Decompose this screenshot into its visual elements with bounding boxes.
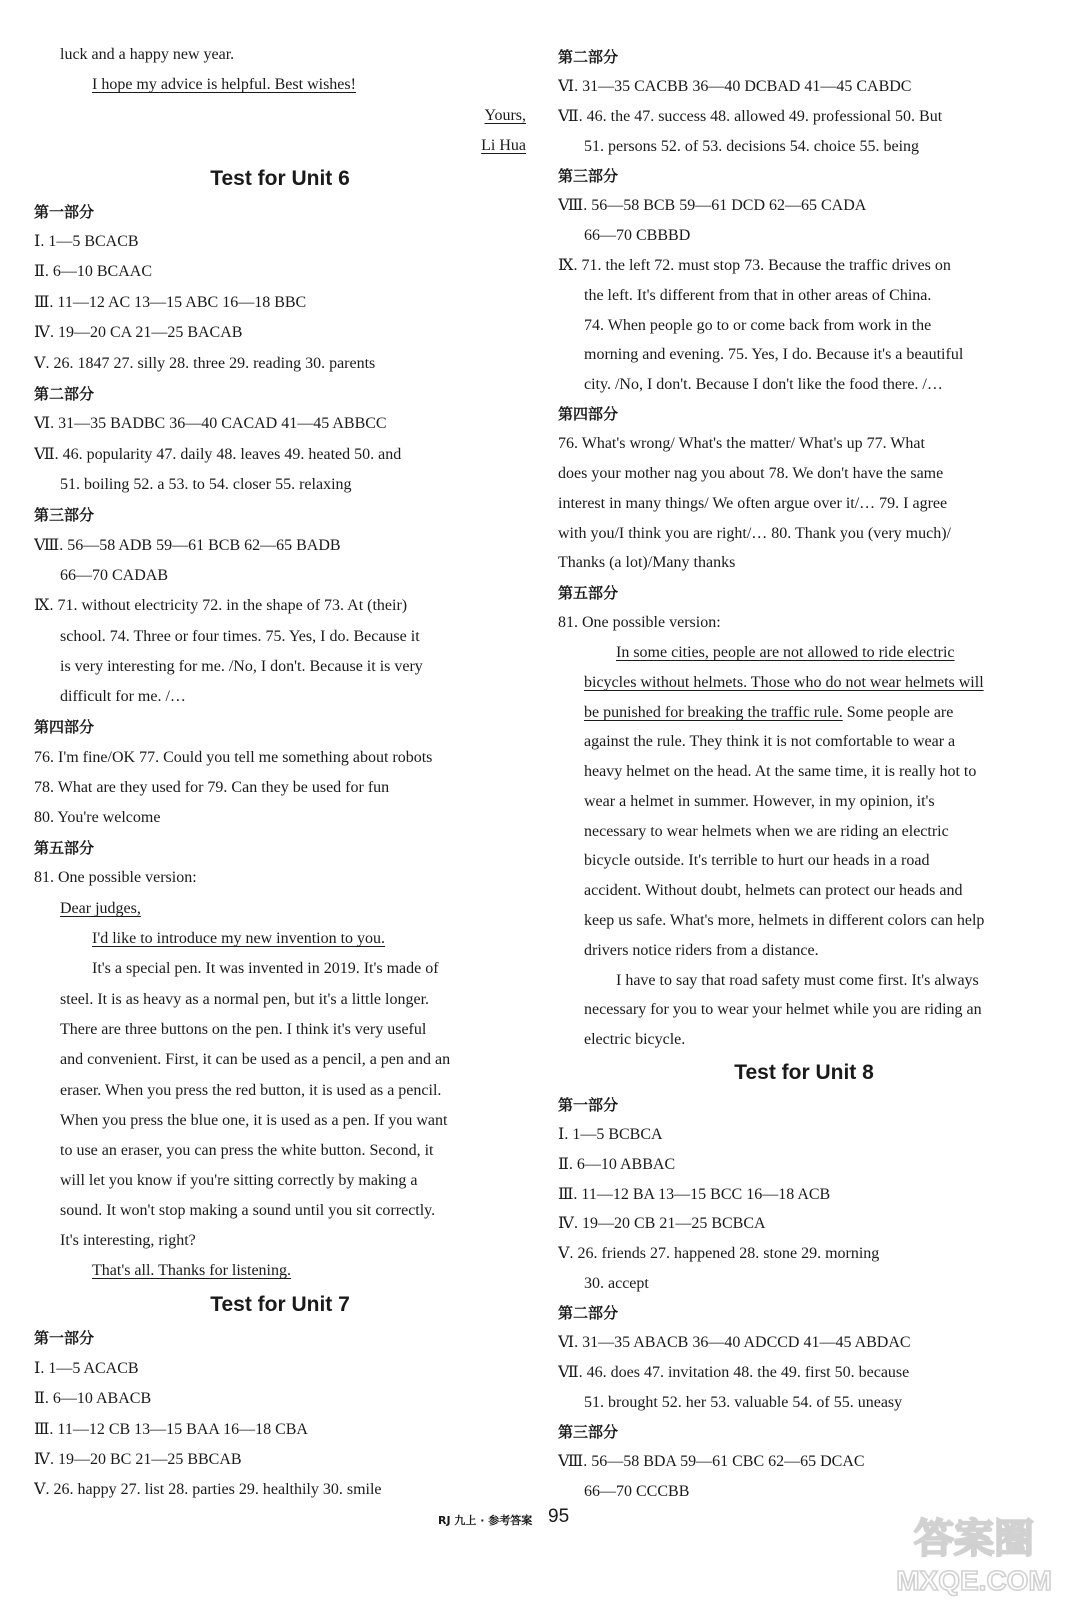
answer-line: 74. When people go to or come back from work in the: [584, 317, 932, 334]
answer-line: does your mother nag you about 78. We don't have the same: [558, 465, 944, 482]
answer-line: Ⅲ. 11—12 CB 13—15 BAA 16—18 CBA: [34, 1421, 308, 1438]
part-heading: 第四部分: [558, 405, 619, 423]
answer-line: 51. persons 52. of 53. decisions 54. choice 55. being: [584, 138, 920, 155]
answer-line: 81. One possible version:: [34, 869, 197, 886]
answer-line: Ⅷ. 56—58 BDA 59—61 CBC 62—65 DCAC: [558, 1453, 865, 1470]
answer-line: Ⅱ. 6—10 BCAAC: [34, 263, 152, 280]
essay-line: wear a helmet in summer. However, in my opinion, it's: [584, 793, 935, 810]
answer-line: with you/I think you are right/… 80. Thank you (very much)/: [558, 525, 951, 542]
essay-line: keep us safe. What's more, helmets in different colors can help: [584, 912, 985, 929]
answer-line: is very interesting for me. /No, I don't. Because it is very: [60, 658, 423, 675]
watermark-domain: MXQE.COM: [896, 1565, 1052, 1596]
essay-line: In some cities, people are not allowed to ride electric: [616, 644, 955, 661]
section-title-unit8: Test for Unit 8: [734, 1061, 874, 1084]
essay-text: Some people are: [842, 704, 954, 721]
answer-line: Ⅳ. 19—20 CA 21—25 BACAB: [34, 324, 243, 341]
essay-line: will let you know if you're sitting correctly by making a: [60, 1172, 418, 1189]
answer-line: Ⅴ. 26. 1847 27. silly 28. three 29. reading 30. parents: [34, 355, 376, 372]
essay-closing: That's all. Thanks for listening.: [92, 1262, 291, 1279]
answer-line: Ⅳ. 19—20 CB 21—25 BCBCA: [558, 1215, 766, 1232]
answer-line: Ⅷ. 56—58 BCB 59—61 DCD 62—65 CADA: [558, 197, 867, 214]
essay-line: I have to say that road safety must come first. It's always: [616, 972, 979, 989]
answer-line: 66—70 CBBBD: [584, 227, 691, 244]
part-heading: 第三部分: [558, 167, 619, 185]
answer-line: Ⅵ. 31—35 CACBB 36—40 DCBAD 41—45 CABDC: [558, 78, 912, 95]
answer-line: 66—70 CCCBB: [584, 1483, 690, 1500]
part-heading: 第五部分: [558, 584, 619, 602]
essay-line: eraser. When you press the red button, it is used as a pencil.: [60, 1082, 442, 1099]
essay-line: It's interesting, right?: [60, 1232, 196, 1249]
answer-line: Ⅳ. 19—20 BC 21—25 BBCAB: [34, 1451, 242, 1468]
part-heading: 第三部分: [34, 506, 95, 524]
answer-line: city. /No, I don't. Because I don't like the food there. /…: [584, 376, 943, 393]
answer-line: Ⅲ. 11—12 AC 13—15 ABC 16—18 BBC: [34, 294, 307, 311]
answer-line: the left. It's different from that in other areas of China.: [584, 287, 932, 304]
part-heading: 第二部分: [34, 385, 95, 403]
answer-line: Ⅱ. 6—10 ABBAC: [558, 1156, 676, 1173]
answer-line: Thanks (a lot)/Many thanks: [558, 554, 736, 571]
answer-line: Ⅶ. 46. the 47. success 48. allowed 49. professional 50. But: [558, 108, 943, 125]
answer-line: Ⅸ. 71. the left 72. must stop 73. Because the traffic drives on: [558, 257, 951, 274]
essay-line: electric bicycle.: [584, 1031, 686, 1048]
essay-line: heavy helmet on the head. At the same time, it is really hot to: [584, 763, 977, 780]
essay-underlined-text: be punished for breaking the traffic rule.: [584, 704, 843, 721]
answer-line: 78. What are they used for 79. Can they be used for fun: [34, 779, 390, 796]
essay-line: drivers notice riders from a distance.: [584, 942, 819, 959]
answer-line: Ⅶ. 46. does 47. invitation 48. the 49. first 50. because: [558, 1364, 910, 1381]
answer-line: Ⅴ. 26. happy 27. list 28. parties 29. healthily 30. smile: [34, 1481, 382, 1498]
essay-line: [584, 698, 1050, 728]
essay-line: I'd like to introduce my new invention to you.: [92, 930, 386, 947]
answer-line: difficult for me. /…: [60, 688, 186, 705]
answer-line: morning and evening. 75. Yes, I do. Because it's a beautiful: [584, 346, 964, 363]
part-heading: 第五部分: [34, 839, 95, 857]
part-heading: 第二部分: [558, 1304, 619, 1322]
essay-line: accident. Without doubt, helmets can protect our heads and: [584, 882, 963, 899]
answer-line: 30. accept: [584, 1275, 649, 1292]
answer-line: Ⅰ. 1—5 BCBCA: [558, 1126, 663, 1143]
answer-line: Ⅷ. 56—58 ADB 59—61 BCB 62—65 BADB: [34, 537, 341, 554]
answer-line: Ⅶ. 46. popularity 47. daily 48. leaves 49. heated 50. and: [34, 446, 402, 463]
answer-line: Ⅵ. 31—35 ABACB 36—40 ADCCD 41—45 ABDAC: [558, 1334, 911, 1351]
essay-line: sound. It won't stop making a sound until you sit correctly.: [60, 1202, 436, 1219]
essay-line: necessary to wear helmets when we are riding an electric: [584, 823, 949, 840]
part-heading: 第二部分: [558, 48, 619, 66]
letter-closing-line: luck and a happy new year.: [60, 46, 235, 63]
page-number: 95: [548, 1506, 570, 1527]
essay-salutation: Dear judges,: [60, 900, 141, 917]
answer-line: 76. I'm fine/OK 77. Could you tell me something about robots: [34, 749, 433, 766]
part-heading: 第四部分: [34, 718, 95, 736]
answer-line: 76. What's wrong/ What's the matter/ What's up 77. What: [558, 435, 925, 452]
letter-yours: Yours,: [484, 107, 526, 124]
section-title-unit7: Test for Unit 7: [210, 1293, 350, 1316]
essay-line: It's a special pen. It was invented in 2019. It's made of: [92, 960, 439, 977]
answer-line: 81. One possible version:: [558, 614, 721, 631]
part-heading: 第三部分: [558, 1423, 619, 1441]
essay-line: against the rule. They think it is not comfortable to wear a: [584, 733, 956, 750]
letter-wishes-line: I hope my advice is helpful. Best wishes!: [92, 76, 356, 93]
footer-label: RJ 九上 · 参考答案: [438, 1514, 533, 1527]
answer-line: Ⅱ. 6—10 ABACB: [34, 1390, 152, 1407]
answer-line: interest in many things/ We often argue over it/… 79. I agree: [558, 495, 948, 512]
essay-line: When you press the blue one, it is used as a pen. If you want: [60, 1112, 448, 1129]
answer-line: Ⅰ. 1—5 ACACB: [34, 1360, 139, 1377]
watermark-logo: [890, 1508, 1060, 1598]
letter-signature: Li Hua: [481, 137, 526, 154]
essay-line: to use an eraser, you can press the white button. Second, it: [60, 1142, 434, 1159]
essay-line: bicycle outside. It's terrible to hurt our heads in a road: [584, 852, 930, 869]
essay-line: and convenient. First, it can be used as a pencil, a pen and an: [60, 1051, 451, 1068]
part-heading: 第一部分: [558, 1096, 619, 1114]
part-heading: 第一部分: [34, 1329, 95, 1347]
essay-line: necessary for you to wear your helmet while you are riding an: [584, 1001, 982, 1018]
answer-line: Ⅲ. 11—12 BA 13—15 BCC 16—18 ACB: [558, 1186, 831, 1203]
answer-line: Ⅴ. 26. friends 27. happened 28. stone 29. morning: [558, 1245, 880, 1262]
watermark-text: 答案圈: [914, 1516, 1034, 1562]
answer-line: 80. You're welcome: [34, 809, 161, 826]
essay-line: bicycles without helmets. Those who do not wear helmets will: [584, 674, 984, 691]
part-heading: 第一部分: [34, 203, 95, 221]
essay-line: steel. It is as heavy as a normal pen, but it's a little longer.: [60, 991, 430, 1008]
answer-line: Ⅵ. 31—35 BADBC 36—40 CACAD 41—45 ABBCC: [34, 415, 387, 432]
answer-line: Ⅸ. 71. without electricity 72. in the shape of 73. At (their): [34, 597, 408, 614]
answer-line: 66—70 CADAB: [60, 567, 169, 584]
answer-line: 51. brought 52. her 53. valuable 54. of 55. uneasy: [584, 1394, 903, 1411]
essay-line: There are three buttons on the pen. I think it's very useful: [60, 1021, 427, 1038]
answer-line: school. 74. Three or four times. 75. Yes, I do. Because it: [60, 628, 420, 645]
answer-line: Ⅰ. 1—5 BCACB: [34, 233, 139, 250]
answer-line: 51. boiling 52. a 53. to 54. closer 55. relaxing: [60, 476, 352, 493]
section-title-unit6: Test for Unit 6: [210, 167, 350, 190]
